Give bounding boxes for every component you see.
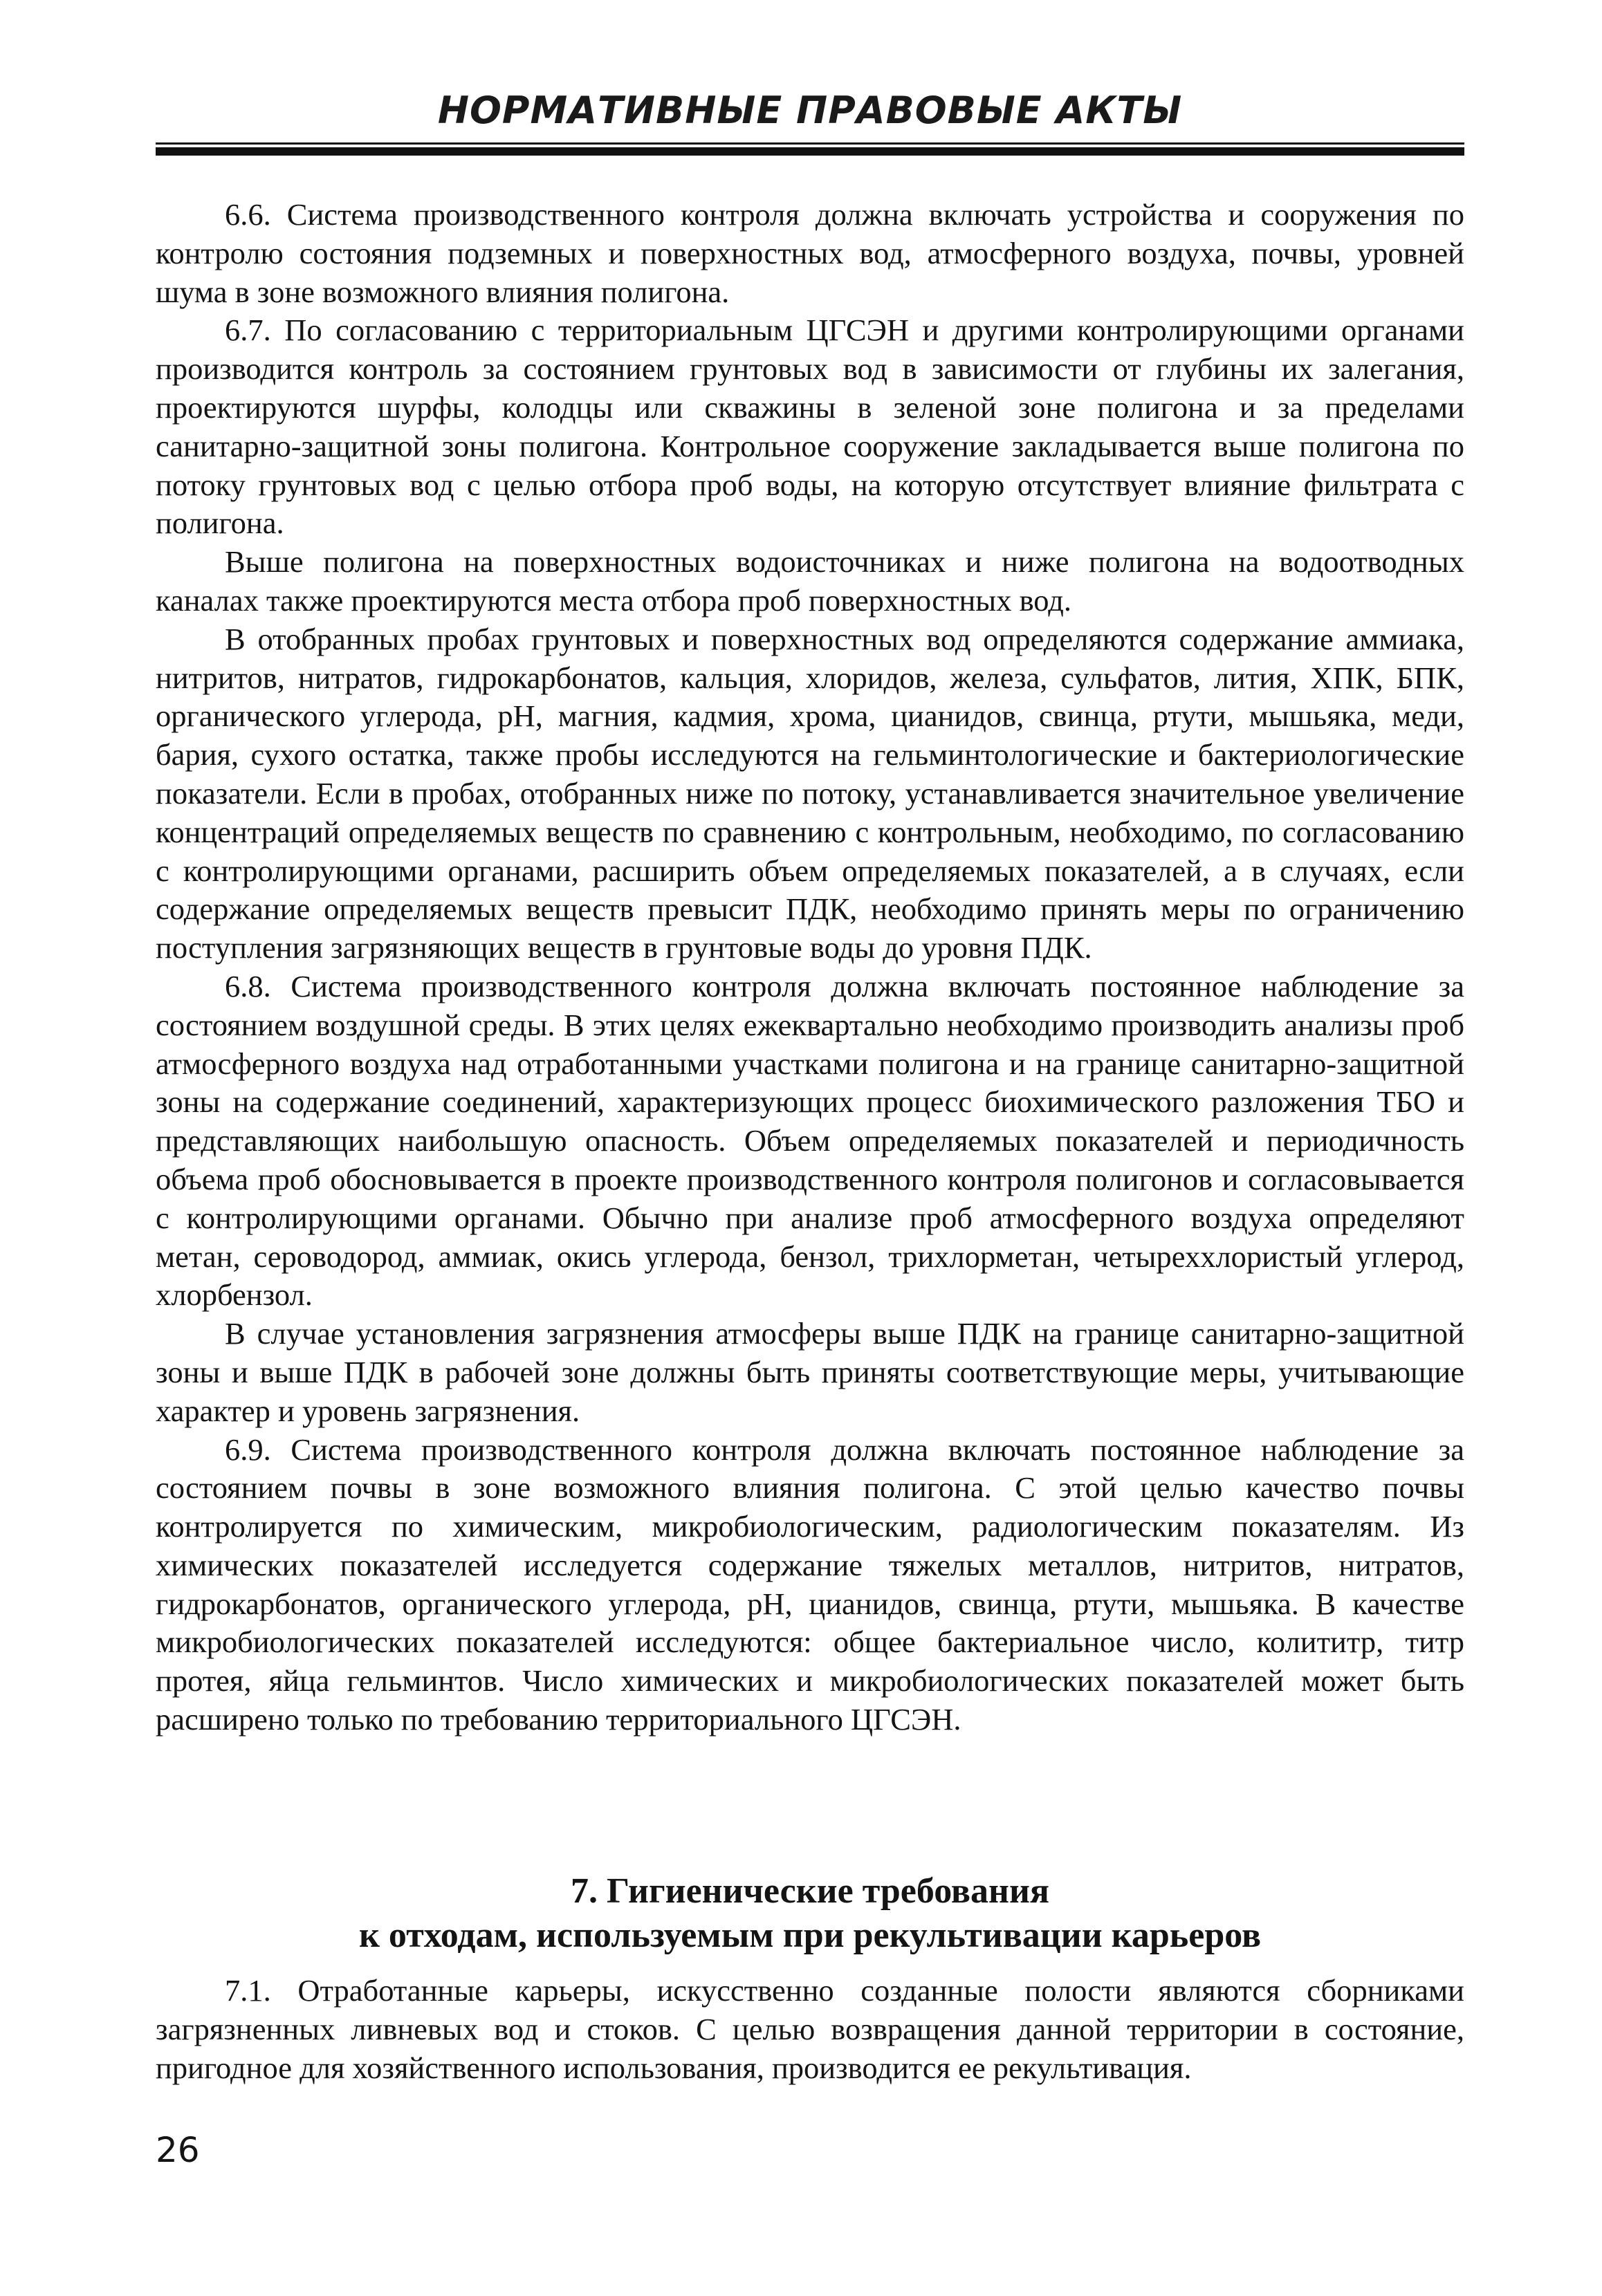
header-rule-thin xyxy=(156,142,1464,145)
paragraph-6-6: 6.6. Система производственного контроля должна включать устройства и сооружения по контролю состояния подземных и поверхностных вод, атмосферного воздуха, почвы, уровней шума в зоне возможного влияния полигона. xyxy=(156,197,1464,309)
paragraph-sample-analysis: В отобранных пробах грунтовых и поверхностных вод определяются содержание аммиака, нитритов, нитратов, гидрокарбонатов, кальция, хлоридов, железа, сульфатов, лития, ХПК, БПК, органического углерода, pH, магния, кадмия, хрома, цианидов, свинца, ртути, мышьяка, меди, бария, сухого остатка, также пробы исследуются на гельминтологические и бактериологические показатели. Если в пробах, отобранных ниже по потоку, устанавливается значительное увеличение концентраций определяемых веществ по сравнению с контрольным, необходимо, по согласованию с контролирующими органами, расширить объем определяемых показателей, а в случаях, если содержание определяемых веществ превысит ПДК, необходимо принять меры по ограничению поступления загрязняющих веществ в грунтовые воды до уровня ПДК. xyxy=(156,621,1464,965)
section-heading xyxy=(156,1869,1464,1958)
section-heading-line-1: 7. Гигиенические требования xyxy=(570,1871,1050,1911)
header-rule-thick xyxy=(156,147,1464,156)
paragraph-surface-water-sampling: Выше полигона на поверхностных водоисточниках и ниже полигона на водоотводных каналах также проектируются места отбора проб поверхностных вод. xyxy=(156,544,1464,618)
body-text xyxy=(156,196,1464,1739)
paragraph-air-pollution-measures: В случае установления загрязнения атмосферы выше ПДК на границе санитарно-защитной зоны и выше ПДК в рабочей зоне должны быть приняты соответствующие меры, учитывающие характер и уровень загрязнения. xyxy=(156,1316,1464,1428)
running-header-title: НОРМАТИВНЫЕ ПРАВОВЫЕ АКТЫ xyxy=(437,89,1183,132)
paragraph-6-7: 6.7. По согласованию с территориальным ЦГСЭН и другими контролирующими органами производится контроль за состоянием грунтовых вод в зависимости от глубины их залегания, проектируются шурфы, колодцы или скважины в зеленой зоне полигона и за пределами санитарно-защитной зоны полигона. Контрольное сооружение закладывается выше полигона по потоку грунтовых вод с целью отбора проб воды, на которую отсутствует влияние фильтрата с полигона. xyxy=(156,313,1464,541)
paragraph-6-9: 6.9. Система производственного контроля должна включать постоянное наблюдение за состоянием почвы в зоне возможного влияния полигона. С этой целью качество почвы контролируется по химическим, микробиологическим, радиологическим показателям. Из химических показателей исследуется содержание тяжелых металлов, нитритов, нитратов, гидрокарбонатов, органического углерода, pH, цианидов, свинца, ртути, мышьяка. В качестве микробиологических показателей исследуются: общее бактериальное число, колититр, титр протея, яйца гельминтов. Число химических и микробиологических показателей может быть расширено только по требованию территориального ЦГСЭН. xyxy=(156,1432,1464,1737)
section-heading-line-2: к отходам, используемым при рекультивации карьеров xyxy=(358,1916,1262,1955)
paragraph-7-1: 7.1. Отработанные карьеры, искусственно созданные полости являются сборниками загрязненных ливневых вод и стоков. С целью возвращения данной территории в состояние, пригодное для хозяйственного использования, производится ее рекультивация. xyxy=(156,1973,1464,2085)
section-body-text xyxy=(156,1972,1464,2087)
page-number: 26 xyxy=(156,2130,200,2170)
paragraph-6-8: 6.8. Система производственного контроля должна включать постоянное наблюдение за состоянием воздушной среды. В этих целях ежеквартально необходимо производить анализы проб атмосферного воздуха над отработанными участками полигона и на границе санитарно-защитной зоны на содержание соединений, характеризующих процесс биохимического разложения ТБО и представляющих наибольшую опасность. Объем определяемых показателей и периодичность объема проб обосновывается в проекте производственного контроля полигонов и согласовывается с контролирующими органами. Обычно при анализе проб атмосферного воздуха определяют метан, сероводород, аммиак, окись углерода, бензол, трихлорметан, четыреххлористый углерод, хлорбензол. xyxy=(156,968,1464,1313)
